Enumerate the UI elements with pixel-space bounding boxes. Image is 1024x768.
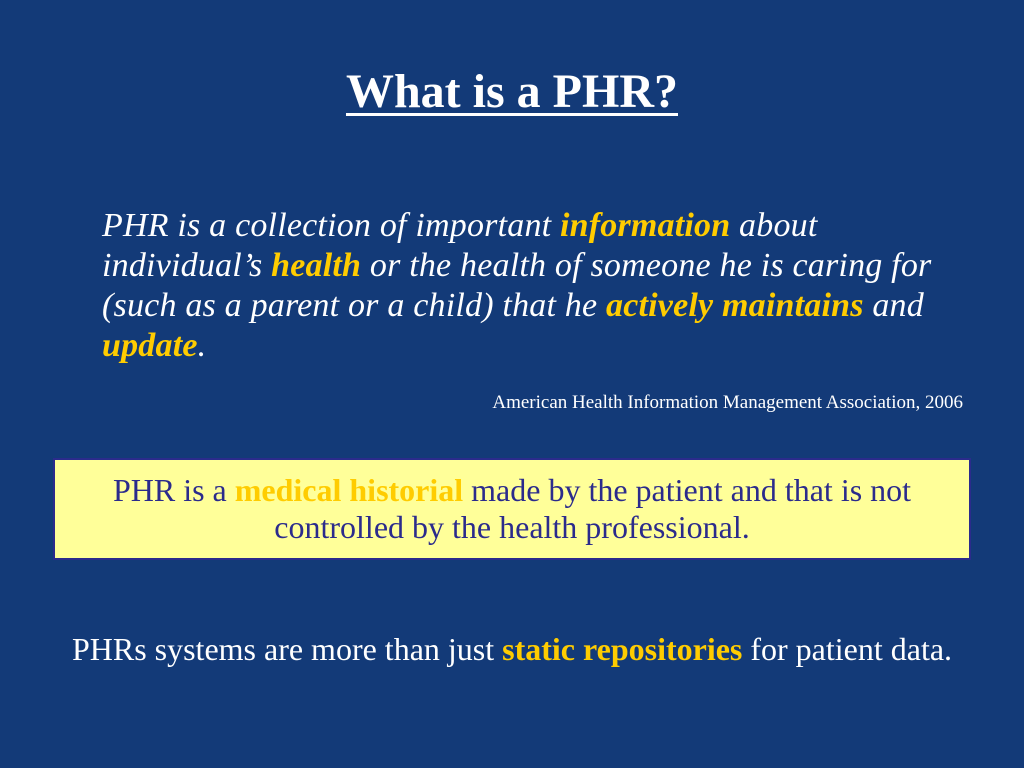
bottom-text-2: for patient data. <box>742 631 953 667</box>
phr-definition <box>102 206 982 366</box>
box-text-1: PHR is a <box>112 472 235 508</box>
definition-text-2: about individual’s <box>102 207 818 284</box>
highlight-actively-maintains: actively maintains <box>606 287 864 324</box>
highlight-information: information <box>560 207 731 244</box>
callout-box <box>53 458 971 560</box>
definition-text-1: PHR is a collection of important <box>102 207 560 244</box>
slide-title <box>0 65 1024 118</box>
highlight-medical-historial: medical historial <box>234 472 464 508</box>
box-text-2: made by the patient and that is not controlled by the health professional. <box>274 472 912 545</box>
citation: American Health Information Management Association, 2006 <box>492 392 963 413</box>
highlight-static-repositories: static repositories <box>502 631 743 667</box>
slide-title-text: What is a PHR? <box>345 65 678 118</box>
highlight-update: update <box>102 327 198 364</box>
definition-text-4: and <box>863 287 924 324</box>
bottom-text-1: PHRs systems are more than just <box>71 631 503 667</box>
bottom-statement <box>40 630 984 668</box>
definition-text-3: or the health of someone he is caring for (such as a parent or a child) that he <box>102 247 932 324</box>
definition-text-5: . <box>197 327 207 364</box>
highlight-health: health <box>271 247 362 284</box>
